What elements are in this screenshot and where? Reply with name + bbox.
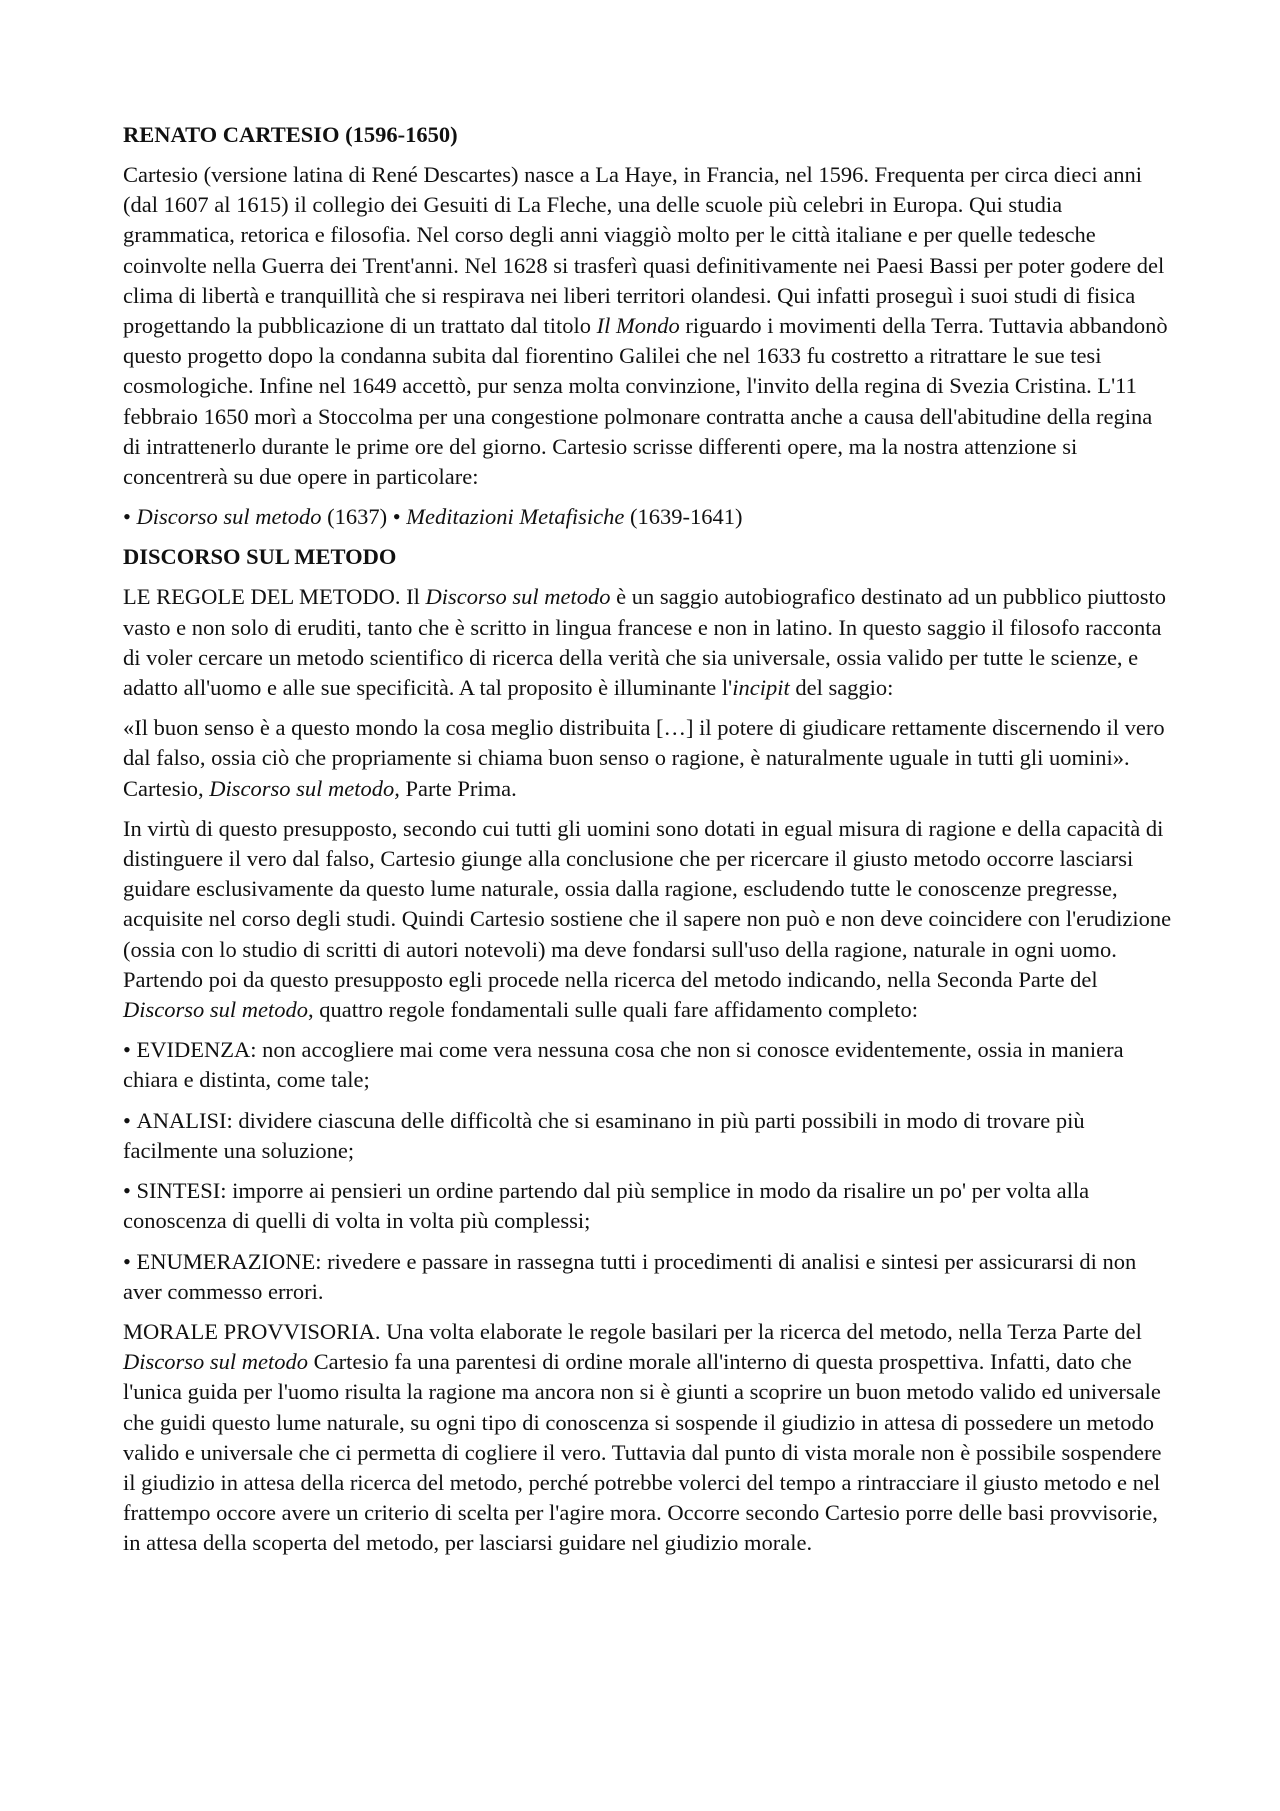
quote-em-1: Discorso sul metodo, [209, 775, 400, 801]
regole-text-2: è un saggio autobiografico destinato ad un pubblico piuttosto vasto e non solo di eruditi, tanto che è scritto in lingua francese e non in latino. In questo saggio il filosofo racconta di voler cercare un metodo scientifico di ricerca della verità che sia universale, ossia valido per tutte le scienze, e adatto all'uomo e alle sue specificità. A tal proposito è illuminante l' [123, 584, 1166, 701]
document-page [123, 120, 1173, 1569]
intro-text-2: riguardo i movimenti della Terra. Tuttavia abbandonò questo progetto dopo la condanna subita dal fiorentino Galilei che nel 1633 fu costretto a ritrattare le sue tesi cosmologiche. Infine nel 1649 accettò, pur senza molta convinzione, l'invito della regina di Svezia Cristina. L'11 febbraio 1650 morì a Stoccolma per una congestione polmonare contratta anche a causa dell'abitudine della regina di intrattenerlo durante le prime ore del giorno. Cartesio scrisse differenti opere, ma la nostra attenzione si concentrerà su due opere in particolare: [123, 313, 1168, 490]
morale-text-2: Cartesio fa una parentesi di ordine morale all'interno di questa prospettiva. Infatti, dato che l'unica guida per l'uomo risulta la ragione ma ancora non si è giunti a scoprire un buon metodo valido ed universale che guidi questo lume naturale, su ogni tipo di conoscenza si sospende il giudizio in attesa di possedere un metodo valido e universale che ci permetta di cogliere il vero. Tuttavia dal punto di vista morale non è possibile sospendere il giudizio in attesa della ricerca del metodo, perché potrebbe volerci del tempo a rintracciare il giusto metodo e nel frattempo occore avere un criterio di scelta per l'agire mora. Occorre secondo Cartesio porre delle basi provvisorie, in attesa della scoperta del metodo, per lasciarsi guidare nel giudizio morale. [123, 1349, 1162, 1556]
quote-paragraph [123, 713, 1173, 804]
work-2-date: (1639-1641) [624, 504, 743, 530]
quote-text-1: «Il buon senso è a questo mondo la cosa meglio distribuita […] il potere di giudicare rettamente discernendo il vero dal falso, ossia ciò che propriamente si chiama buon senso o ragione, è naturalmente uguale in tutti gli uomini». Cartesio, [123, 715, 1165, 801]
intro-paragraph [123, 160, 1173, 492]
intro-work-title: Il Mondo [596, 313, 680, 339]
virtu-text-1: In virtù di questo presupposto, secondo cui tutti gli uomini sono dotati in egual misura di ragione e della capacità di distinguere il vero dal falso, Cartesio giunge alla conclusione che per ricercare il giusto metodo occorre lasciarsi guidare esclusivamente da questo lume naturale, ossia dalla ragione, escludendo tutte le conoscenze pregresse, acquisite nel corso degli studi. Quindi Cartesio sostiene che il sapere non può e non deve coincidere con l'erudizione (ossia con lo studio di scritti di autori notevoli) ma deve fondarsi sull'uso della ragione, naturale in ogni uomo. Partendo poi da questo presupposto egli procede nella ricerca del metodo indicando, nella Seconda Parte del [123, 815, 1172, 992]
rule-enumerazione: • ENUMERAZIONE: rivedere e passare in rassegna tutti i procedimenti di analisi e sintesi per assicurarsi di non aver commesso errori. [123, 1247, 1173, 1307]
regole-text-1: LE REGOLE DEL METODO. Il [123, 584, 426, 610]
quote-text-2: Parte Prima. [399, 775, 517, 801]
regole-text-3: del saggio: [789, 675, 894, 701]
section-title: DISCORSO SUL METODO [123, 544, 397, 570]
work-1-date: (1637) • [321, 504, 407, 530]
rule-sintesi: • SINTESI: imporre ai pensieri un ordine partendo dal più semplice in modo da risalire un po' per volta alla conoscenza di quelli di volta in volta più complessi; [123, 1176, 1173, 1236]
virtu-text-2: , quattro regole fondamentali sulle quali fare affidamento completo: [308, 997, 918, 1023]
regole-em-1: Discorso sul metodo [425, 584, 611, 610]
virtu-em-1: Discorso sul metodo [123, 997, 308, 1023]
work-2-title: Meditazioni Metafisiche [406, 504, 625, 530]
morale-em-1: Discorso sul metodo [123, 1349, 308, 1375]
morale-paragraph [123, 1317, 1173, 1559]
work-1-title: Discorso sul metodo [136, 504, 322, 530]
page-title: RENATO CARTESIO (1596-1650) [123, 122, 458, 147]
regole-paragraph [123, 582, 1173, 703]
works-list [123, 502, 1173, 532]
regole-em-2: incipit [732, 675, 790, 701]
intro-text-1: Cartesio (versione latina di René Descartes) nasce a La Haye, in Francia, nel 1596. Frequenta per circa dieci anni (dal 1607 al 1615) il collegio dei Gesuiti di La Fleche, una delle scuole più celebri in Europa. Qui studia grammatica, retorica e filosofia. Nel corso degli anni viaggiò molto per le città italiane e per quelle tedesche coinvolte nella Guerra dei Trent'anni. Nel 1628 si trasferì quasi definitivamente nei Paesi Bassi per poter godere del clima di libertà e tranquillità che si respirava nei liberi territori olandesi. Qui infatti proseguì i suoi studi di fisica progettando la pubblicazione di un trattato dal titolo [123, 162, 1165, 339]
rule-analisi: • ANALISI: dividere ciascuna delle difficoltà che si esaminano in più parti possibili in modo di trovare più facilmente una soluzione; [123, 1106, 1173, 1166]
morale-text-1: MORALE PROVVISORIA. Una volta elaborate le regole basilari per la ricerca del metodo, nella Terza Parte del [123, 1318, 1142, 1344]
virtu-paragraph [123, 814, 1173, 1025]
rule-evidenza: • EVIDENZA: non accogliere mai come vera nessuna cosa che non si conosce evidentemente, ossia in maniera chiara e distinta, come tale; [123, 1035, 1173, 1095]
